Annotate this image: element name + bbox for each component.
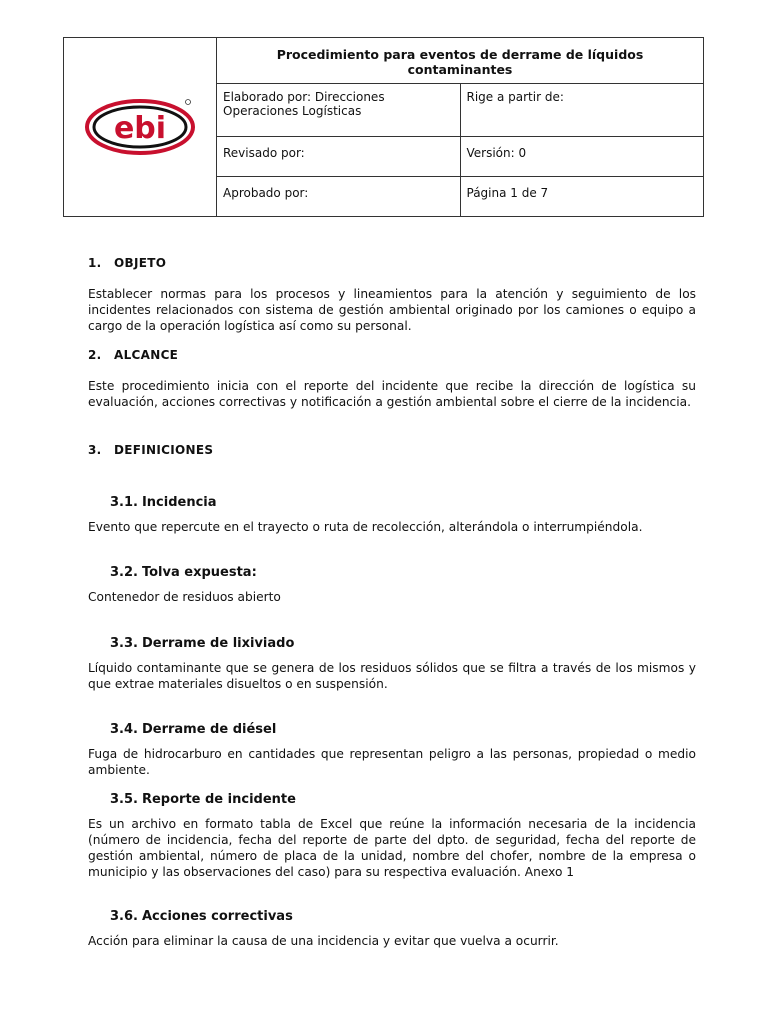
elaborado-por: Elaborado por: Direcciones Operaciones Logísticas (217, 84, 461, 137)
definition-text-lixiviado: Líquido contaminante que se genera de los residuos sólidos que se filtra a través de los mismos y que extrae materiales disueltos o en suspensión. (88, 661, 696, 691)
definition-heading-acciones (110, 909, 293, 924)
definition-title: Tolva expuesta: (141, 565, 257, 580)
revisado-por: Revisado por: (217, 137, 461, 177)
section-heading-definiciones (88, 443, 213, 457)
definition-heading-diesel (110, 722, 276, 737)
definition-heading-lixiviado (110, 636, 294, 651)
definition-text-incidencia: Evento que repercute en el trayecto o ruta de recolección, alterándola o interrumpiéndola. (88, 520, 643, 534)
section-number: 3. (88, 443, 102, 457)
definition-number: 3.1. (110, 495, 138, 510)
definition-number: 3.6. (110, 909, 138, 924)
definition-title: Acciones correctivas (141, 909, 293, 924)
definition-text-acciones: Acción para eliminar la causa de una incidencia y evitar que vuelva a ocurrir. (88, 934, 559, 948)
definition-title: Derrame de diésel (141, 722, 277, 737)
definition-number: 3.3. (110, 636, 138, 651)
section-heading-alcance (88, 348, 178, 362)
definition-text-diesel: Fuga de hidrocarburo en cantidades que representan peligro a las personas, propiedad o medio ambiente. (88, 747, 696, 777)
version: Versión: 0 (460, 137, 704, 177)
aprobado-por: Aprobado por: (217, 177, 461, 217)
definition-text-tolva: Contenedor de residuos abierto (88, 590, 281, 604)
rige-a-partir: Rige a partir de: (460, 84, 704, 137)
definition-title: Incidencia (141, 495, 217, 510)
section-text-alcance: Este procedimiento inicia con el reporte del incidente que recibe la dirección de logística su evaluación, acciones correctivas y notificación a gestión ambiental sobre el cierre de la incidencia. (88, 379, 696, 409)
definition-heading-tolva (110, 565, 257, 580)
section-title: ALCANCE (114, 348, 179, 362)
logo-cell (64, 38, 217, 217)
section-heading-objeto (88, 256, 166, 270)
ebi-logo (84, 94, 196, 158)
definition-title: Reporte de incidente (141, 792, 296, 807)
definition-heading-incidencia (110, 495, 217, 510)
logo-text: ebi (113, 110, 167, 146)
section-number: 2. (88, 348, 102, 362)
definition-number: 3.2. (110, 565, 138, 580)
document-header-table (63, 37, 704, 217)
definition-number: 3.5. (110, 792, 138, 807)
section-title: DEFINICIONES (114, 443, 214, 457)
definition-heading-reporte (110, 792, 296, 807)
pagina: Página 1 de 7 (460, 177, 704, 217)
section-text-objeto: Establecer normas para los procesos y lineamientos para la atención y seguimiento de los incidentes relacionados con sistema de gestión ambiental originado por los camiones o equipo a cargo de la operación logística así como su personal. (88, 287, 696, 333)
section-number: 1. (88, 256, 102, 270)
definition-title: Derrame de lixiviado (141, 636, 295, 651)
definition-number: 3.4. (110, 722, 138, 737)
definition-text-reporte: Es un archivo en formato tabla de Excel que reúne la información necesaria de la incidencia (número de incidencia, fecha del reporte de parte del dpto. de seguridad, fecha del reporte de gestión ambiental, número de placa de la unidad, nombre del chofer, nombre de la empresa o municipio y las observaciones del caso) para su respectiva evaluación. Anexo 1 (88, 817, 696, 879)
section-title: OBJETO (114, 256, 167, 270)
document-title: Procedimiento para eventos de derrame de líquidos contaminantes (217, 38, 704, 84)
